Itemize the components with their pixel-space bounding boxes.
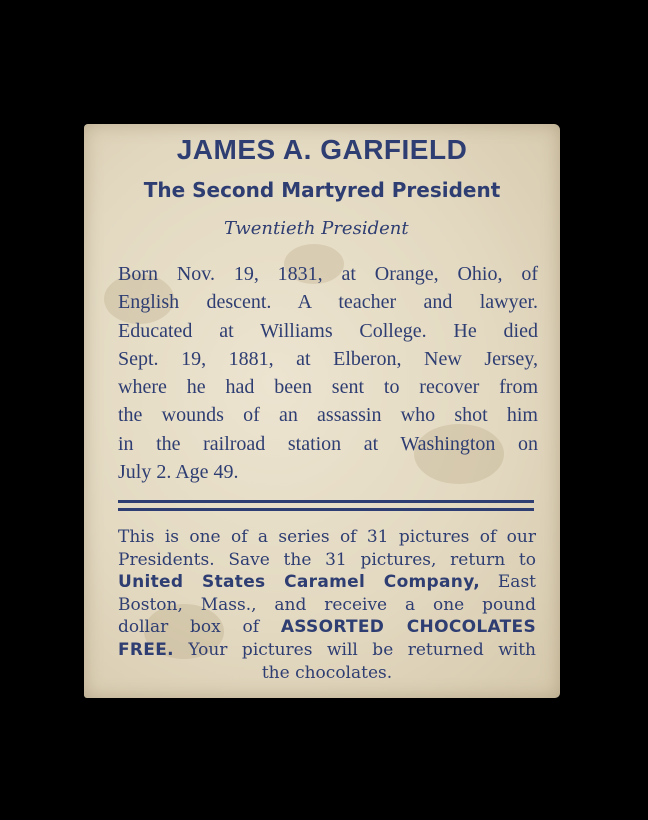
biography-line: English descent. A teacher and lawyer. — [118, 291, 538, 314]
product-name: ASSORTED CHOCOLATES — [280, 617, 536, 638]
biography-paragraph — [118, 260, 538, 486]
offer-line — [118, 616, 536, 639]
president-name: JAMES A. GARFIELD — [176, 134, 468, 165]
offer-line — [118, 571, 536, 594]
offer-line — [118, 639, 536, 662]
offer-line: Presidents. Save the 31 pictures, return to — [118, 549, 536, 570]
offer-line: This is one of a series of 31 pictures of our — [118, 527, 536, 547]
free-label: FREE. — [118, 639, 174, 660]
company-name: United States Caramel Company, — [118, 572, 481, 593]
biography-line: Born Nov. 19, 1831, at Orange, Ohio, of — [118, 263, 538, 285]
biography-line: the wounds of an assassin who shot him — [118, 404, 538, 427]
offer-text: Your pictures will be returned with — [173, 639, 536, 660]
divider-rule-top — [118, 500, 534, 503]
trading-card-back — [84, 124, 560, 698]
president-ordinal: Twentieth President — [224, 218, 409, 239]
offer-line: Boston, Mass., and receive a one pound — [118, 594, 536, 615]
biography-line: where he had been sent to recover from — [118, 376, 538, 399]
divider-rule-bottom — [118, 508, 534, 511]
biography-line: in the railroad station at Washington on — [118, 432, 538, 455]
biography-line: July 2. Age 49. — [118, 461, 239, 484]
card-subtitle: The Second Martyred President — [143, 178, 501, 202]
biography-line: Educated at Williams College. He died — [118, 319, 538, 342]
offer-text: East — [480, 572, 536, 593]
biography-line: Sept. 19, 1881, at Elberon, New Jersey, — [118, 347, 538, 370]
redemption-offer — [118, 526, 536, 684]
offer-text: dollar box of — [118, 617, 281, 638]
offer-line: the chocolates. — [261, 662, 393, 683]
